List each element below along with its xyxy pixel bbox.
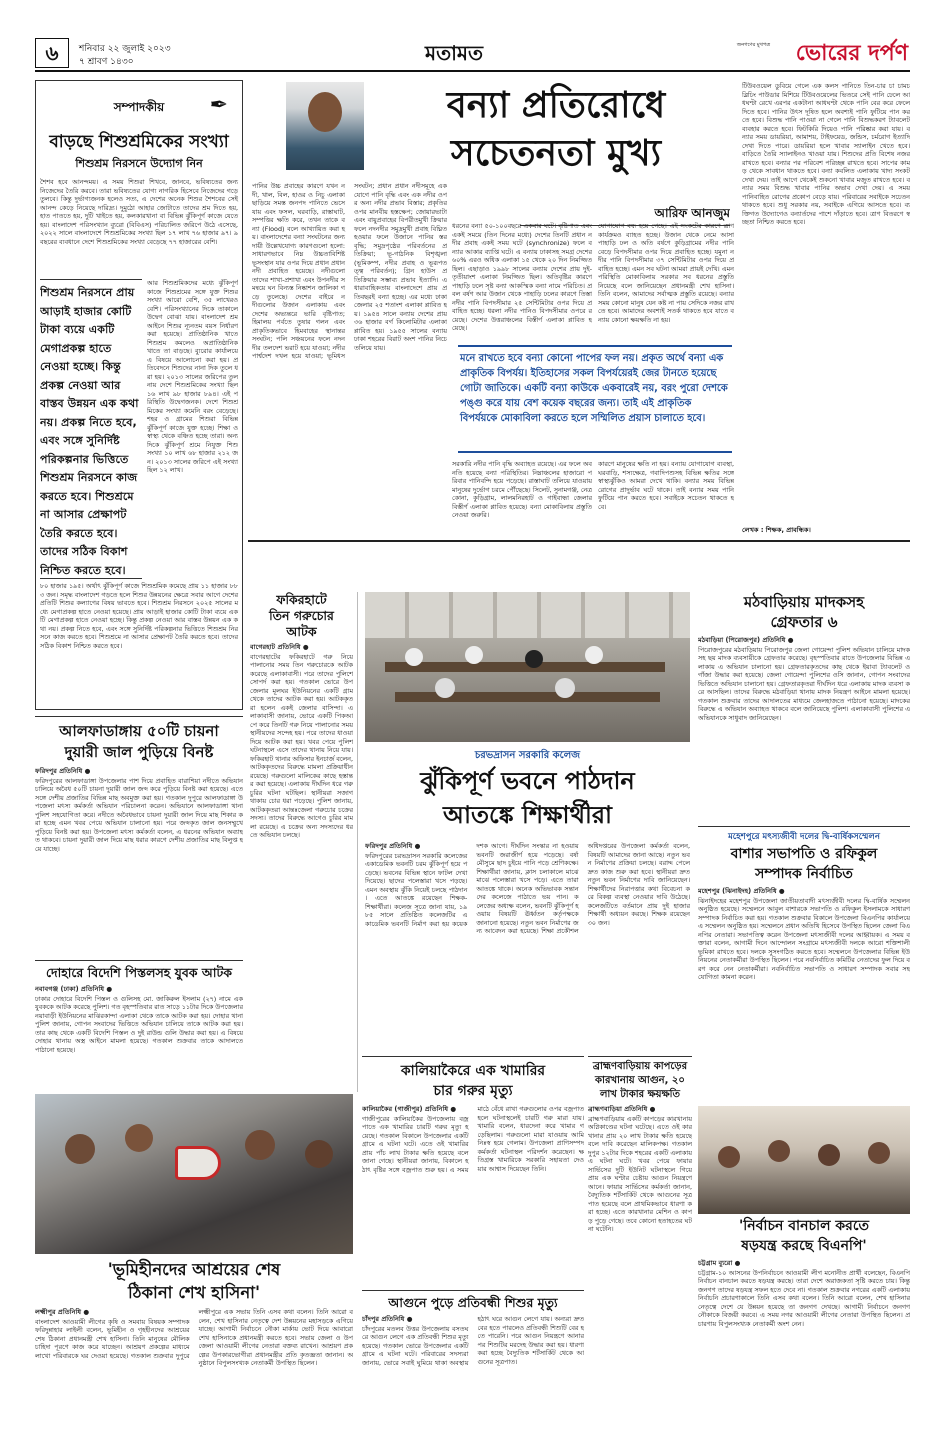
newspaper-logo: ভোরের দর্পণ — [795, 41, 908, 66]
kaliakair-title-1: কালিয়াকৈরে এক খামারির — [400, 1063, 546, 1079]
fire-story — [362, 1290, 584, 1420]
hasina-title-1: 'ভূমিহীনদের আশ্রয়ের শেষ — [107, 1260, 281, 1279]
college-body: ফরিদপুরের চরভদ্রাসন সরকারি কলেজের একাডেমিক ভবনটি চরম ঝুঁকিপূর্ণ হয়ে পড়েছে। ভবনের বিভিন্ন স্থানে ফাটল দেখা দিয়েছে। ছাদের পলেস্তারা খসে পড়ছে। এমন অবস্থায় ঝুঁকি নিয়েই চলছে পাঠদান। এতে আতঙ্কে রয়েছেন শিক্ষক-শিক্ষার্থীরা। কলেজ সূত্রে জানা যায়, ১৯৮৫ সালে প্রতিষ্ঠিত কলেজটির একাডেমিক ভবনটি নির্মাণ করা হয় কয়েক দশক আগে। দীর্ঘদিন সংস্কার না হওয়ায় ভবনটি জরাজীর্ণ হয়ে পড়েছে। বর্ষা মৌসুমে ছাদ চুইয়ে পানি পড়ে শ্রেণিকক্ষে। শিক্ষার্থীরা জানায়, ক্লাস চলাকালে মাঝে মাঝে পলেস্তারা খসে পড়ে। এতে তারা আতঙ্কে থাকে। অনেক অভিভাবক সন্তানদের কলেজে পাঠাতে ভয় পান। কলেজের অধ্যক্ষ বলেন, ভবনটি ঝুঁকিপূর্ণ হওয়ায় বিষয়টি ঊর্ধ্বতন কর্তৃপক্ষকে জানানো হয়েছে। নতুন ভবন নির্মাণের জন্য আবেদন করা হয়েছে। শিক্ষা প্রকৌশল অধিদপ্তরের উপজেলা কর্মকর্তা বলেন, বিষয়টি আমাদের জানা আছে। নতুন ভবন নির্মাণের প্রক্রিয়া চলছে। বরাদ্দ পেলে দ্রুত কাজ শুরু করা হবে। স্থানীয়রা দ্রুত নতুন ভবন নির্মাণের দাবি জানিয়েছেন। শিক্ষার্থীদের নিরাপত্তার কথা বিবেচনা করে বিকল্প ব্যবস্থা নেওয়ার দাবি উঠেছে। কলেজটিতে বর্তমানে প্রায় দুই হাজার শিক্ষার্থী অধ্যয়ন করছে। শিক্ষক রয়েছেন ৩০ জন। — [365, 842, 690, 935]
kaliakair-byline: কালিয়াকৈর (গাজীপুর) প্রতিনিধি ● — [362, 1105, 457, 1113]
mathbaria-title-1: মঠবাড়িয়ায় মাদকসহ — [743, 593, 865, 611]
kaliakair-body: গাজীপুরের কালিয়াকৈর উপজেলায় বজ্রপাতে এক খামারির চারটি গরুর মৃত্যু হয়েছে। গতকাল বিকালে উপজেলার একটি গ্রামে এ ঘটনা ঘটে। এতে ওই খামারির প্রায় পাঁচ লাখ টাকার ক্ষতি হয়েছে বলে জানা গেছে। স্থানীয়রা জানায়, বিকালে হঠাৎ বৃষ্টির সঙ্গে বজ্রপাত শুরু হয়। এ সময় মাঠে বেঁধে রাখা গরুগুলোর ওপর বজ্রপাত হলে ঘটনাস্থলেই চারটি গরু মারা যায়। খামারি বলেন, ধারদেনা করে খামার গড়েছিলাম। গরুগুলো মারা যাওয়ায় আমি নিঃস্ব হয়ে গেলাম। উপজেলা প্রাণিসম্পদ কর্মকর্তা ঘটনাস্থল পরিদর্শন করেছেন। ক্ষতিগ্রস্ত খামারিকে সরকারি সহায়তা দেওয়ার আশ্বাস দিয়েছেন তিনি। — [362, 1105, 584, 1174]
college-kicker: চরভদ্রাসন সরকারি কলেজ — [474, 750, 581, 761]
flood-title-line-2: সচেতনতা মুখ্য — [450, 133, 662, 174]
fakirhat-title-2: তিন গরুচোর — [269, 608, 334, 623]
rally-photo — [35, 1094, 353, 1254]
author-photo — [286, 82, 364, 170]
brahmanbaria-story — [588, 1056, 692, 1422]
kaliakair-title-2: চার গরুর মৃত্যু — [433, 1083, 513, 1099]
mathbaria-story — [698, 592, 910, 824]
maheshpur-title-1: বাশার সভাপতি ও রফিকুল — [730, 846, 878, 862]
editorial-subtitle: শিশুশ্রম নিরসনে উদ্যোগ নিন — [75, 157, 203, 170]
editorial-label: সম্পাদকীয় — [113, 100, 165, 114]
flood-title — [372, 82, 740, 188]
hasina-title-2: ঠিকানা শেখ হাসিনা' — [127, 1283, 261, 1302]
section-title: মতামত — [425, 41, 484, 65]
editorial-body-top: শৈশব হবে আনন্দময়। এ সময় শিশুরা শিখবে, জানবে, ভবিষ্যতের জন্য নিজেদের তৈরি করবে। তারা ভবিষ্যতের যোগ্য নাগরিক হিসেবে নিজেদের গড়ে তুলবে। কিন্তু দুর্ভাগ্যজনক হলেও সত্য, এ দেশের অনেক শিশুর শৈশবের সেই আনন্দ কেড়ে নিয়েছে দারিদ্র্য। দুমুঠো আহার জোটাতে তাদের শ্রম দিতে হয়, হাত পাততে হয়, দুটি খাইতে হয়, কলকারখানা বা বিভিন্ন ঝুঁকিপূর্ণ কাজে যেতে হয়। বাংলাদেশ পরিসংখ্যান ব্যুরো (বিবিএস) পরিচালিত জরিপে উঠে এসেছে, ২০২২ সালে বাংলাদেশে শিশুশ্রমিকের সংখ্যা ছিল ১৭ লাখ ৭৬ হাজার ৯৭। ৯ বছরের ব্যবধানে দেশে শিশুশ্রমিকের সংখ্যা বেড়েছে ৭৭ হাজারের বেশি। — [40, 178, 238, 246]
hasina-byline: লক্ষ্মীপুর প্রতিনিধি ● — [35, 1308, 90, 1316]
flood-body-lower-2: কারণে মানুষের ক্ষতি না হয়। বন্যায় যোগাযোগ ব্যবস্থা, ঘরবাড়ি, শস্যক্ষেত্র, গবাদিপশুসহ বিভিন্ন ক্ষতির সঙ্গে স্বাস্থ্যঝুঁকিও আমরা দেখে থাকি। বন্যার সময় বিভিন্ন রোগের প্রাদুর্ভাব ঘটে থাকে। তাই বন্যার সময় পানি ফুটিয়ে পান করতে হবে। সবাইকে সচেতন থাকতে হবে। — [598, 460, 734, 511]
fakirhat-title-3: আটক — [286, 624, 317, 639]
editorial-box — [35, 80, 243, 710]
classroom-photo — [365, 592, 690, 742]
alfadanga-title-1: আলফাডাঙ্গায় ৫০টি চায়না — [59, 722, 219, 740]
maheshpur-byline: মহেশপুর (ঝিনাইদহ) প্রতিনিধি ● — [698, 887, 785, 895]
alfadanga-body: ফরিদপুরের আলফাডাঙ্গা উপজেলার পাশ দিয়ে প্রবাহিত বারাশিয়া নদীতে অভিযান চালিয়ে অবৈধ ৫০টি চায়না দুয়ারী জাল জব্দ করে পুড়িয়ে বিনষ্ট করা হয়েছে। এতে সঙ্গে দেশীয় প্রজাতির বিভিন্ন মাছ অবমুক্ত করা হয়। গতকাল দুপুরে আলফাডাঙ্গা উপজেলা মৎস্য কর্মকর্তা অভিযান পরিচালনা করেন। অভিযানে আলফাডাঙ্গা থানা পুলিশ সহযোগিতা করে। নদীতে অবৈধভাবে চায়না দুয়ারী জাল দিয়ে মাছ শিকার করা হচ্ছে এমন খবর পেয়ে অভিযান চালানো হয়। পরে জব্দকৃত জাল জনসম্মুখে পুড়িয়ে বিনষ্ট করা হয়। উপজেলা মৎস্য কর্মকর্তা বলেন, এ ধরনের অভিযান অব্যাহত থাকবে। চায়না দুয়ারী জাল দিয়ে মাছ ধরার কারণে দেশীয় প্রজাতির মাছ বিলুপ্ত হয়ে যাচ্ছে। — [35, 776, 243, 853]
fire-body: চাঁদপুরের মতলব উত্তর উপজেলায় বসতঘরে আগুন লেগে এক প্রতিবন্ধী শিশুর মৃত্যু হয়েছে। গতকাল ভোরে উপজেলার একটি গ্রামে এ ঘটনা ঘটে। পরিবারের সদস্যরা জানায়, ভোরে সবাই ঘুমিয়ে থাকা অবস্থায় হঠাৎ ঘরে আগুন লেগে যায়। অন্যরা দ্রুত বের হতে পারলেও প্রতিবন্ধী শিশুটি বের হতে পারেনি। পরে আগুন নিয়ন্ত্রণে আনার পর শিশুটির মরদেহ উদ্ধার করা হয়। ধারণা করা হচ্ছে বৈদ্যুতিক শর্টসার্কিট থেকে আগুনের সূত্রপাত। — [362, 1315, 584, 1367]
bnp-byline: চট্টগ্রাম ব্যুরো ● — [698, 1259, 741, 1267]
fire-title: আগুনে পুড়ে প্রতিবন্ধী শিশুর মৃত্যু — [388, 1295, 558, 1310]
mathbaria-body: পিরোজপুরের মঠবাড়িয়ায় পিরোজপুর জেলা গোয়েন্দা পুলিশ অভিযান চালিয়ে মাদকসহ ছয় মাদক ব্যবসায়ীকে গ্রেফতার করেছে। বৃহস্পতিবার রাতে উপজেলার বিভিন্ন এলাকায় এ অভিযান চালানো হয়। গ্রেফতারকৃতদের কাছ থেকে ইয়াবা ট্যাবলেট ও গাঁজা উদ্ধার করা হয়েছে। জেলা গোয়েন্দা পুলিশের ওসি জানান, গোপন সংবাদের ভিত্তিতে অভিযান চালানো হয়। গ্রেফতারকৃতরা দীর্ঘদিন ধরে এলাকায় মাদক ব্যবসা করে আসছিল। তাদের বিরুদ্ধে মঠবাড়িয়া থানায় মাদক নিয়ন্ত্রণ আইনে মামলা হয়েছে। গতকাল শুক্রবার তাদের আদালতের মাধ্যমে জেলহাজতে পাঠানো হয়েছে। মাদকের বিরুদ্ধে এ অভিযান অব্যাহত থাকবে বলে জানিয়েছে পুলিশ। এলাকাবাসী পুলিশের এ অভিযানকে সাধুবাদ জানিয়েছেন। — [698, 645, 910, 722]
brahmanbaria-byline: ব্রাহ্মণবাড়িয়া প্রতিনিধি ● — [588, 1105, 656, 1113]
alfadanga-byline: ফরিদপুর প্রতিনিধি ● — [35, 767, 91, 775]
date-line-2: ৭ শ্রাবণ ১৪৩০ — [79, 57, 134, 67]
brahmanbaria-body: ব্রাহ্মণবাড়িয়ায় একটি কাপড়ের কারখানায় অগ্নিকাণ্ডের ঘটনা ঘটেছে। এতে ওই কারখানার প্রায় ২০ লাখ টাকার ক্ষতি হয়েছে বলে দাবি করেছেন মালিকপক্ষ। গতকাল দুপুর ১২টার দিকে শহরের একটি এলাকায় এ ঘটনা ঘটে। খবর পেয়ে ফায়ার সার্ভিসের দুটি ইউনিট ঘটনাস্থলে গিয়ে প্রায় এক ঘণ্টার চেষ্টায় আগুন নিয়ন্ত্রণে আনে। ফায়ার সার্ভিসের কর্মকর্তা জানান, বৈদ্যুতিক শর্টসার্কিট থেকে আগুনের সূত্রপাত হয়েছে বলে প্রাথমিকভাবে ধারণা করা হচ্ছে। এতে কারখানার মেশিন ও কাপড় পুড়ে গেছে। তবে কোনো হতাহতের ঘটনা ঘটেনি। — [588, 1114, 692, 1233]
maheshpur-body: ঝিনাইদহের মহেশপুর উপজেলা জাতীয়তাবাদী মৎস্যজীবী দলের দ্বি-বার্ষিক সম্মেলন অনুষ্ঠিত হয়েছে। সম্মেলনে আবুল বাশারকে সভাপতি ও রফিকুল ইসলামকে সাধারণ সম্পাদক নির্বাচিত করা হয়। গতকাল শুক্রবার বিকালে উপজেলা বিএনপির কার্যালয়ে এ সম্মেলন অনুষ্ঠিত হয়। সম্মেলনে প্রধান অতিথি হিসেবে উপস্থিত ছিলেন জেলা বিএনপির নেতারা। সভাপতিত্ব করেন উপজেলা মৎস্যজীবী দলের আহ্বায়ক। এ সময় বক্তারা বলেন, আগামী দিনে আন্দোলন সংগ্রামে মৎস্যজীবী দলকে আরো শক্তিশালী ভূমিকা রাখতে হবে। দলকে সুসংগঠিত করতে হবে। সম্মেলনে উপজেলার বিভিন্ন ইউনিয়নের নেতাকর্মীরা উপস্থিত ছিলেন। পরে নবনির্বাচিত কমিটির নেতাদের ফুল দিয়ে বরণ করে নেন নেতাকর্মীরা। নবনির্বাচিত সভাপতি ও সাধারণ সম্পাদক সবার সহযোগিতা কামনা করেন। — [698, 896, 910, 981]
mathbaria-title-2: গ্রেফতার ৬ — [770, 613, 838, 631]
fakirhat-story — [250, 592, 358, 1092]
meeting-photo — [698, 1106, 910, 1214]
page-number: ৬ — [35, 38, 69, 68]
editorial-title: বাড়ছে শিশুশ্রমিকের সংখ্যা — [49, 132, 229, 152]
bnp-title-2: ষড়যন্ত্র করছে বিএনপি' — [741, 1238, 867, 1254]
editorial-body-right: আর শিশুশ্রমিকদের মধ্যে ঝুঁকিপূর্ণ কাজে শিশুশ্রমের সঙ্গে যুক্ত শিশুর সংখ্যা আরো বেশি, ৩৫ লাখেরও বেশি। পরিসংখ্যানের দিকে তাকালে উদ্বেগ বোঝা যায়। বাংলাদেশ শ্রম আইনে শিশুর ন্যূনতম বয়স নির্ধারণ করা হয়েছে। প্রাতিষ্ঠানিক খাতে শিশুশ্রম কমলেও অপ্রাতিষ্ঠানিক খাতে তা বাড়ছে। ব্যুরোর কার্যালয়ে এ বিষয়ে আলোচনা করা হয়। প্রতিবেদনে শিশুদের নানা দিক তুলে ধরা হয়। ২০১৩ সালের জরিপের তুলনায় দেশে শিশুশ্রমিকের সংখ্যা ছিল ১৬ লাখ ৯৮ হাজার ৮৯৪। এই পরিস্থিতি উদ্বেগজনক। দেশে শিশুশ্রমিকের সংখ্যা কমেনি বরং বেড়েছে। শহর ও গ্রামের শিশুরা বিভিন্ন ঝুঁকিপূর্ণ কাজে যুক্ত হচ্ছে। শিক্ষা ও স্বাস্থ্য থেকে বঞ্চিত হচ্ছে তারা। অন্য দিকে ঝুঁকিপূর্ণ শ্রমে নিযুক্ত শিশু সংখ্যা ১০ লাখ ৬৮ হাজার ২১২ জন। ২০১৩ সালের জরিপে এই সংখ্যা ছিল ১২ লাখ। — [146, 279, 238, 474]
pen-icon: ✒ — [209, 93, 228, 118]
hasina-story — [35, 1258, 353, 1423]
flood-title-line-1: বন্যা প্রতিরোধে — [446, 85, 666, 126]
flood-author: আরিফ আনজুম — [520, 205, 730, 226]
maheshpur-title-2: সম্পাদক নির্বাচিত — [755, 866, 853, 882]
dohar-byline: নবাবগঞ্জ (ঢাকা) প্রতিনিধি ● — [35, 985, 113, 993]
date-line-1: শনিবার ২২ জুলাই ২০২৩ — [79, 44, 171, 54]
fakirhat-byline: বাগেরহাট প্রতিনিধি ● — [250, 643, 309, 651]
megaphone-icon — [175, 1146, 221, 1180]
fakirhat-title-1: ফকিরহাটে — [276, 592, 327, 607]
alfadanga-story — [35, 716, 243, 958]
bnp-title-1: 'নির্বাচন বানচাল করতে — [738, 1218, 870, 1234]
college-byline: ফরিদপুর প্রতিনিধি ● — [365, 842, 421, 850]
editorial-pullquote: শিশুশ্রম নিরসনে প্রায় আড়াই হাজার কোটি টাকা ব্যয়ে একটি মেগাপ্রকল্প হাতে নেওয়া হচ্ছে। কিন্তু প্রকল্প নেওয়া আর বাস্তব উন্নয়ন এক কথা নয়। প্রকল্প নিতে হবে, এবং সঙ্গে সুনির্দিষ্ট পরিকল্পনার ভিত্তিতে শিশুশ্রম নিরসনে কাজ করতে হবে। শিশুশ্রমে না আসার প্রেক্ষাপট তৈরি করতে হবে। তাদের সঠিক বিকাশ নিশ্চিত করতে হবে। — [40, 279, 142, 579]
fire-byline: চাঁদপুর প্রতিনিধি ● — [362, 1315, 413, 1323]
dohar-story — [35, 960, 243, 1090]
alfadanga-title-2: দুয়ারী জাল পুড়িয়ে বিনষ্ট — [64, 743, 214, 761]
flood-body-col4: টিউবওয়েল ডুবিয়ে গেলে এক কলস পানিতে তিন-চার চা চামচ ব্লিচিং পাউডার মিশিয়ে টিউবওয়েলের ভিতরে সেই পানি ঢেলে আধঘণ্টা রেখে এরপর একটানা আধঘণ্টা থেকে পানি বের করে ফেলে দিতে হবে। পানির উৎস দূষিত হলে অবশ্যই পানি ফুটিয়ে পান করতে হবে। বিশুদ্ধ পানি পাওয়া না গেলে পানি বিশুদ্ধকরণ ট্যাবলেট ব্যবহার করতে হবে। ফিটকিরি দিয়েও পানি পরিষ্কার করা যায়। বন্যার সময় ডায়রিয়া, আমাশয়, টাইফয়েড, জন্ডিস, চর্মরোগ ইত্যাদি দেখা দিতে পারে। ডায়রিয়া হলে খাবার স্যালাইন খেতে হবে। বাড়িতে তৈরি স্যালাইনও খাওয়া যায়। শিশুদের প্রতি বিশেষ নজর রাখতে হবে। বন্যার পর পরিবেশ পরিচ্ছন্ন রাখতে হবে। সাপের কামড় থেকে সাবধান থাকতে হবে। বন্যা কবলিত এলাকায় খাদ্য সংকট দেখা দেয়। তাই আগে থেকেই শুকনো খাবার মজুত রাখতে হবে। বন্যার সময় বিশুদ্ধ খাবার পানির অভাব দেখা দেয়। এ সময় পানিবাহিত রোগের প্রকোপ বেড়ে যায়। পরিবারের সবাইকে সচেতন থাকতে হবে। শুধু সরকার নয়, সবাইকে এগিয়ে আসতে হবে। ব্যক্তিগত উদ্যোগেও বন্যার্তদের পাশে দাঁড়াতে হবে। ত্রাণ বিতরণে স্বচ্ছতা নিশ্চিত করতে হবে। — [742, 82, 910, 226]
maheshpur-kicker: মহেশপুরে মৎস্যজীবী দলের দ্বি-বার্ষিকসম্মেলন — [728, 832, 880, 842]
kaliakair-story — [362, 1056, 584, 1286]
bnp-body: চট্টগ্রাম-১০ আসনের উপনির্বাচনে আওয়ামী লীগ মনোনীত প্রার্থী বলেছেন, বিএনপি নির্বাচন বানচাল করতে ষড়যন্ত্র করছে। তারা দেশে অরাজকতা সৃষ্টি করতে চায়। কিন্তু জনগণ তাদের ষড়যন্ত্র সফল হতে দেবে না। গতকাল শুক্রবার নগরের একটি এলাকায় নির্বাচনি প্রচারণাকালে তিনি এসব কথা বলেন। তিনি আরো বলেন, শেখ হাসিনার নেতৃত্বে দেশে যে উন্নয়ন হয়েছে তা জনগণ দেখছে। আগামী নির্বাচনে জনগণ নৌকাকে বিজয়ী করবে। এ সময় নগর আওয়ামী লীগের নেতারা উপস্থিত ছিলেন। প্রচারণায় বিপুলসংখ্যক নেতাকর্মী অংশ নেন। — [698, 1268, 910, 1328]
brahmanbaria-title-2: কারখানায় আগুন, ২০ — [595, 1075, 685, 1086]
flood-body-mid: ধরনের বন্যা ৫০-১০০বছরে একবার ঘটে। বৃষ্টিপাত এবং একই সময়ে (তিন দিনের মধ্যে) দেশের তিনটি প্রধান নদীর প্রবাহ একই সময় ঘটে (synchronize) ফলে বন্যার আকার ব্যাপ্তি ঘটে। এ বন্যায় ঢাকাসহ সমগ্র দেশের ৬০% এরও অধিক এলাকা ১৫ থেকে ২০ দিন নিমজ্জিত ছিল। এছাড়াও ১৯৯৮ সালের বন্যায় দেশের প্রায় দুই-তৃতীয়াংশ এলাকা নিমজ্জিত ছিল। অতিবৃষ্টির কারণে পাহাড়ি ঢলে সৃষ্ট বন্যা আকস্মিক বন্যা নামে পরিচিত। প্রবল বর্ষণ আর উজান থেকে পাহাড়ি ঢলের কারণে তিস্তা নদীর পানি বিপদসীমার ২৫ সেন্টিমিটার ওপর দিয়ে প্রবাহিত হচ্ছে। ধরলা নদীর পানিও বিপদসীমার ওপরে রয়েছে। দেশের উত্তরাঞ্চলের বিস্তীর্ণ এলাকা প্লাবিত হয়েছে। — [452, 222, 592, 332]
mathbaria-byline: মঠবাড়িয়া (পিরোজপুর) প্রতিনিধি ● — [698, 636, 794, 644]
college-title-2: আতঙ্কে শিক্ষার্থীরা — [442, 801, 613, 829]
brahmanbaria-title-3: লাখ টাকার ক্ষয়ক্ষতি — [599, 1089, 681, 1100]
fakirhat-body: বাগেরহাটের ফকিরহাটে গরু নিয়ে পালানোর সময় তিন গরুচোরকে আটক করেছে এলাকাবাসী। পরে তাদের পুলিশে সোপর্দ করা হয়। গতকাল ভোরে উপজেলার মূলঘর ইউনিয়নের একটি গ্রাম থেকে তাদের আটক করা হয়। আটককৃতরা হলেন একই জেলার বাসিন্দা। এলাকাবাসী জানায়, ভোরে একটি পিকআপে করে তিনটি গরু নিয়ে পালানোর সময় স্থানীয়দের সন্দেহ হয়। পরে তাদের ধাওয়া দিয়ে আটক করা হয়। খবর পেয়ে পুলিশ ঘটনাস্থলে এসে তাদের থানায় নিয়ে যায়। ফকিরহাট থানার অফিসার ইনচার্জ বলেন, আটককৃতদের বিরুদ্ধে মামলা প্রক্রিয়াধীন রয়েছে। গরুগুলো মালিকের কাছে হস্তান্তর করা হয়েছে। এলাকায় দীর্ঘদিন ধরে গরু চুরির ঘটনা ঘটছিল। স্থানীয়রা সজাগ থাকায় চোর ধরা পড়েছে। পুলিশ জানায়, আটককৃতরা আন্তঃজেলা গরুচোর চক্রের সদস্য। তাদের বিরুদ্ধে আগেও চুরির মামলা রয়েছে। এ চক্রের অন্য সদস্যদের ধরতে অভিযান চলছে। — [250, 652, 353, 839]
bnp-story — [698, 1216, 910, 1422]
brahmanbaria-title-1: ব্রাহ্মণবাড়িয়ায় কাপড়ের — [592, 1061, 688, 1072]
dohar-body: ঢাকার দোহারে বিদেশি পিস্তল ও গুলিসহ মো. জাকিরুল ইসলাম (২৭) নামে এক যুবককে আটক করেছে পুলিশ। গত বৃহস্পতিবার রাত সাড়ে ১১টার দিকে উপজেলার নয়াবাড়ী ইউনিয়নের মাঝিরকান্দা এলাকা থেকে তাকে আটক করা হয়। দোহার থানা পুলিশ জানায়, গোপন সংবাদের ভিত্তিতে অভিযান চালিয়ে তাকে আটক করা হয়। তার কাছ থেকে একটি বিদেশি পিস্তল ও দুই রাউন্ড গুলি উদ্ধার করা হয়। এ বিষয়ে দোহার থানায় অস্ত্র আইনে মামলা হয়েছে। গতকাল শুক্রবার তাকে আদালতে পাঠানো হয়েছে। — [35, 994, 243, 1054]
editorial-body-bottom: ৮০ হাজার ১৯৫। অর্থাৎ ঝুঁকিপূর্ণ কাজে শিশুশ্রমিক কমেছে প্রায় ১১ হাজার ৮৮৩ জন। সমৃদ্ধ বাংলাদেশ গড়তে হলে শিশুর উন্নয়নের ক্ষেত্রে সবার আগে দেশের প্রতিটি শিশুর কল্যাণের বিষয় ভাবতে হবে। শিশুশ্রম নিরসনে ২০২৫ সালের মধ্যে মেগাপ্রকল্প হাতে নেওয়া হয়েছে। প্রায় আড়াই হাজার কোটি টাকা ব্যয়ে একটি মেগাপ্রকল্প হাতে নেওয়া হচ্ছে। কিন্তু প্রকল্প নেওয়া আর বাস্তব উন্নয়ন এক কথা নয়। প্রকল্প নিতে হবে, এবং সঙ্গে সুনির্দিষ্ট পরিকল্পনার ভিত্তিতে শিশুশ্রম নিরসনে কাজ করতে হবে। শিশুশ্রমে না আসার প্রেক্ষাপট তৈরি করতে হবে। তাদের সঠিক বিকাশ নিশ্চিত করতে হবে। — [40, 582, 238, 650]
dohar-title: দোহারে বিদেশি পিস্তলসহ যুবক আটক — [45, 965, 233, 980]
flood-body-left: পানির উচ্চ প্রবাহের কারণে যখন নদী, খাল, বিল, হাওর ও নিচু এলাকা ছাড়িয়ে সমস্ত জনপদ পানিতে ভেসে যায় এবং ফসল, ঘরবাড়ি, রাস্তাঘাট, সম্পত্তির ক্ষতি করে, তখন তাকে বন্যা (Flood) বলে আখ্যায়িত করা হয়। বাংলাদেশের বন্যা সংঘটনের জন্য দায়ী উল্লেখযোগ্য কারণগুলো হলো: সাধারণভাবে নিম্ন উচ্চতাবিশিষ্ট ভূসংস্থান যার ওপর দিয়ে প্রধান প্রধান নদী প্রবাহিত হয়েছে। নদীগুলো তাদের শাখা-প্রশাখা এবং উপনদীর সমন্বয়ে ঘন বিন্যস্ত নিষ্কাশন জালিকা গড়ে তুলেছে। দেশের বাইরে নদীগুলোর উজান এলাকায় এবং দেশের অভ্যন্তরে ভারি বৃষ্টিপাত; হিমালয় পর্বতে তুষার গলন এবং প্রাকৃতিকভাবে হিমবাহের স্থানান্তর সংঘটন; পলি সঞ্চয়নের ফলে নদনদীর তলদেশ ভরাট হয়ে যাওয়া; নদীর পার্শ্বদেশ দখল হয়ে যাওয়া; ভূমিধস সংঘটন; প্রধান প্রধান নদীসমূহে একযোগে পানি বৃদ্ধি এবং এক নদীর ওপর অন্য নদীর প্রভাব বিস্তার; প্রকৃতির ওপর মানবীয় হস্তক্ষেপ; জোয়ারভাটা এবং বায়ুপ্রবাহের বিপরীতমুখী ক্রিয়ার ফলে নদনদীর সমুদ্রমুখী প্রবাহ বিঘ্নিত হওয়ার ফলে উজানে পানির স্তর বৃদ্ধি; সমুদ্রপৃষ্ঠের পরিবর্তনের প্রতিক্রিয়া; ভূ-গাঠনিক বিশৃঙ্খলা (ভূমিকম্প, নদীর প্রবাহ ও ভূরূপতত্ত্ব পরিবর্তন); গ্রিন হাউস প্রতিক্রিয়ার সম্ভাব্য প্রভাব ইত্যাদি। এ ধারাবাহিকতায় বাংলাদেশে প্রায় প্রতিবছরই বন্যা হচ্ছে। এর মধ্যে ঢাকা জেলার ২৫ শতাংশ এলাকা প্লাবিত হয়। ১৯৫৪ সালে বন্যায় দেশের প্রায় ৩৬ হাজার বর্গ কিলোমিটার এলাকা প্লাবিত হয়। ১৯৫৫ সালের বন্যায় ঢাকা শহরের বিরাট অংশ পানির নিচে তলিয়ে যায়। — [252, 182, 447, 360]
flood-body-lower-1: সরকারি নদীর পানি বৃদ্ধি অব্যাহত রয়েছে। এর ফলে অবনতি হয়েছে বন্যা পরিস্থিতির। নিম্নাঞ্চলের হাজারো পরিবার পানিবন্দি হয়ে পড়েছে। রাস্তাঘাট তলিয়ে যাওয়ায় মানুষের দুর্ভোগ চরমে পৌঁছেছে। সিলেট, সুনামগঞ্জ, নেত্রকোনা, কুড়িগ্রাম, লালমনিরহাট ও গাইবান্ধা জেলার বিস্তীর্ণ এলাকা প্লাবিত হয়েছে। বন্যা মোকাবিলায় প্রস্তুতি নেওয়া জরুরি। — [452, 460, 592, 519]
logo-tagline: জনগণের মুখপত্র — [736, 42, 770, 48]
flood-writer-note: লেখক : শিক্ষক, প্রাবন্ধিক। — [742, 526, 811, 534]
flood-body-right: যোগাযোগ বন্ধ হয়ে গেছে। এই সংকটের কারণে ত্রাণ কার্যক্রমও ব্যাহত হচ্ছে। উজান থেকে নেমে আসা পাহাড়ি ঢল ও অতি বর্ষণে কুড়িগ্রামের নদীর পানি বেড়ে বিপদসীমার ওপর দিয়ে প্রবাহিত হচ্ছে। যমুনা নদীর পানি বিপদসীমার ৩৭ সেন্টিমিটার ওপর দিয়ে প্রবাহিত হচ্ছে। এমন সব ঘটনা আমরা প্রায়ই দেখি। এমন পরিস্থিতি মোকাবিলায় সরকার সব ধরনের প্রস্তুতি নিয়েছে বলে জানিয়েছেন প্রধানমন্ত্রী শেখ হাসিনা। তিনি বলেন, আমাদের সর্বাত্মক প্রস্তুতি রয়েছে। বন্যার সময় কোনো মানুষ যেন কষ্ট না পায় সেদিকে নজর রাখতে হবে। আমাদের অবশ্যই সতর্ক থাকতে হবে যাতে বন্যায় কোনো ক্ষয়ক্ষতি না হয়। — [598, 222, 734, 324]
hasina-body: বাংলাদেশ আওয়ামী লীগের কৃষি ও সমবায় বিষয়ক সম্পাদক ফরিদুন্নাহার লাইলী বলেন, ভূমিহীন ও গৃহহীনদের আশ্রয়ের শেষ ঠিকানা প্রধানমন্ত্রী শেখ হাসিনা। তিনি মানুষের মৌলিক চাহিদা পূরণে কাজ করে যাচ্ছেন। আশ্রয়ণ প্রকল্পের মাধ্যমে লাখো পরিবারকে ঘর দেওয়া হয়েছে। গতকাল শুক্রবার দুপুরে লক্ষ্মীপুরে এক সভায় তিনি এসব কথা বলেন। তিনি আরো বলেন, শেখ হাসিনার নেতৃত্বে দেশ উন্নয়নের মহাসড়কে এগিয়ে যাচ্ছে। আগামী নির্বাচনে নৌকা মার্কায় ভোট দিয়ে আবারো শেখ হাসিনাকে প্রধানমন্ত্রী করতে হবে। সভায় জেলা ও উপজেলা আওয়ামী লীগের নেতারা বক্তব্য রাখেন। আশ্রয়ণ প্রকল্পের উপকারভোগীরা প্রধানমন্ত্রীর প্রতি কৃতজ্ঞতা জানান। অনুষ্ঠানে বিপুলসংখ্যক নেতাকর্মী উপস্থিত ছিলেন। — [35, 1308, 353, 1367]
masthead — [35, 36, 910, 72]
flood-pullquote: মনে রাখতে হবে বন্যা কোনো পাপের ফল নয়। প্রকৃত অর্থে বন্যা এক প্রাকৃতিক বিপর্যয়। ইতিহাসের সকল বিপর্যয়েরই জের টানতে হয়েছে গোটা জাতিকে। একটি বন্যা কাউকে একবারেই নয়, বরং পুরো দেশকে পঙ্গু করে যায় বেশ কয়েক বছরের জন্য। তাই এই প্রাকৃতিক বিপর্যয়কে মোকাবিলা করতে হলে সম্মিলিত প্রয়াস চালাতে হবে। — [458, 345, 732, 453]
college-title — [365, 764, 690, 836]
college-text — [365, 842, 690, 1052]
college-title-1: ঝুঁকিপূর্ণ ভবনে পাঠদান — [420, 767, 635, 795]
maheshpur-story — [698, 826, 910, 1104]
